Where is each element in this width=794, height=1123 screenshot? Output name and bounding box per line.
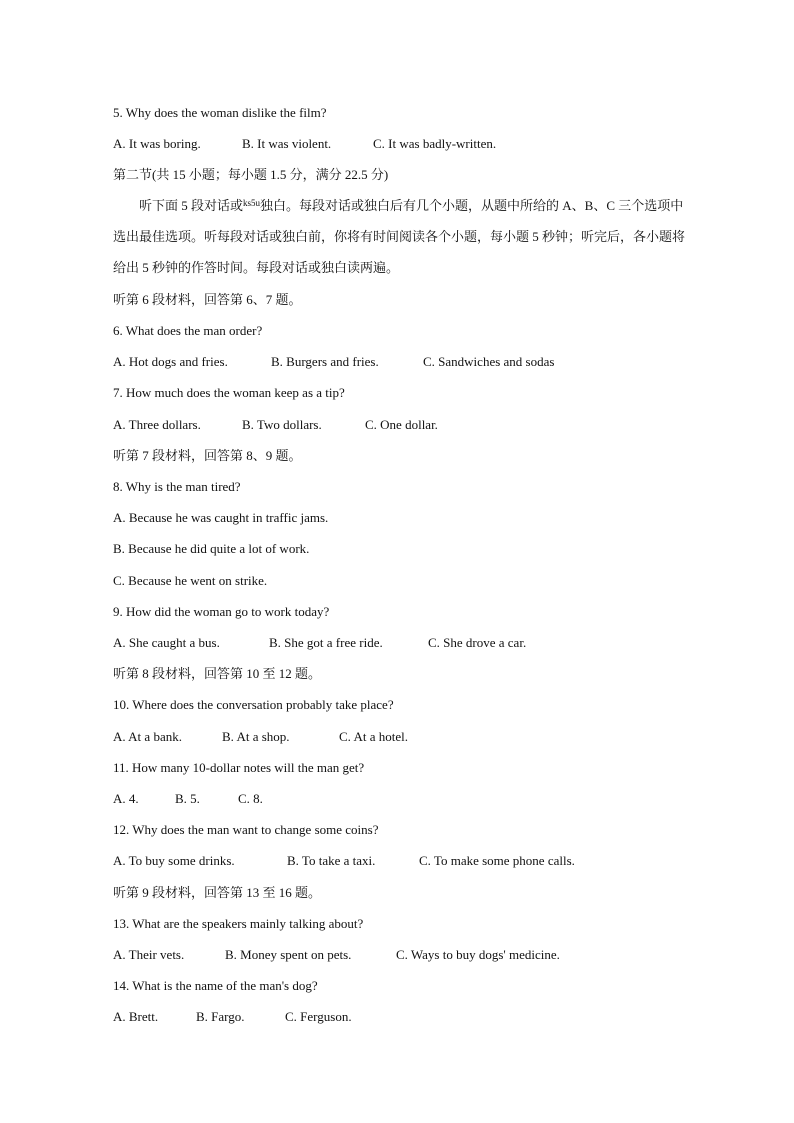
option-b: B. Two dollars. (242, 417, 322, 432)
material-6-heading: 听第 6 段材料，回答第 6、7 题。 (113, 292, 302, 307)
question-9-stem: 9. How did the woman go to work today? (113, 604, 330, 619)
material-8-heading: 听第 8 段材料，回答第 10 至 12 题。 (113, 666, 322, 681)
option-a: A. It was boring. (113, 136, 201, 151)
question-13-stem: 13. What are the speakers mainly talking about? (113, 916, 364, 931)
option-a: A. Three dollars. (113, 417, 201, 432)
option-c: C. At a hotel. (339, 729, 408, 744)
option-a: A. To buy some drinks. (113, 853, 235, 868)
question-11-stem: 11. How many 10-dollar notes will the man get? (113, 760, 365, 775)
option-b: B. 5. (175, 791, 200, 806)
question-12-options (113, 853, 575, 869)
option-c: C. Sandwiches and sodas (423, 354, 555, 369)
question-7-stem: 7. How much does the woman keep as a tip? (113, 385, 345, 400)
question-6-stem: 6. What does the man order? (113, 323, 263, 338)
option-c: C. It was badly-written. (373, 136, 497, 151)
option-c: C. 8. (238, 791, 263, 806)
question-13-options (113, 947, 560, 963)
option-a: A. 4. (113, 791, 139, 806)
question-10-stem: 10. Where does the conversation probably take place? (113, 697, 394, 712)
option-c: C. Ferguson. (285, 1009, 352, 1024)
option-b: B. At a shop. (222, 729, 290, 744)
option-c: C. She drove a car. (428, 635, 527, 650)
option-a: A. At a bank. (113, 729, 182, 744)
option-b: B. To take a taxi. (287, 853, 376, 868)
question-8-option-a: A. Because he was caught in traffic jams. (113, 510, 329, 525)
option-b: B. Fargo. (196, 1009, 245, 1024)
question-8-stem: 8. Why is the man tired? (113, 479, 241, 494)
question-7-options (113, 417, 438, 433)
option-b: B. It was violent. (242, 136, 332, 151)
option-a: A. Hot dogs and fries. (113, 354, 228, 369)
question-8-option-c: C. Because he went on strike. (113, 573, 268, 588)
question-14-options (113, 1009, 352, 1025)
section-2-header: 第二节(共 15 小题；每小题 1.5 分，满分 22.5 分) (113, 167, 389, 182)
option-b: B. Burgers and fries. (271, 354, 379, 369)
question-8-option-b: B. Because he did quite a lot of work. (113, 541, 310, 556)
option-c: C. To make some phone calls. (419, 853, 575, 868)
material-7-heading: 听第 7 段材料，回答第 8、9 题。 (113, 448, 302, 463)
question-5-options (113, 136, 496, 152)
option-b: B. She got a free ride. (269, 635, 383, 650)
option-a: A. She caught a bus. (113, 635, 220, 650)
material-9-heading: 听第 9 段材料，回答第 13 至 16 题。 (113, 885, 322, 900)
option-b: B. Money spent on pets. (225, 947, 352, 962)
question-5-stem: 5. Why does the woman dislike the film? (113, 105, 327, 120)
question-10-options (113, 729, 408, 745)
question-9-options (113, 635, 526, 651)
section-2-instructions: 听下面 5 段对话或$^{ks5u}$独白。每段对话或独白后有几个小题，从题中所给的 A、B、C 三个选项中选出最佳选项。听每段对话或独白前，你将有时间阅读各个小题，每小题 5 秒钟；听完后，各小题将给出 5 秒钟的作答时间。每段对话或独白读两遍。 (113, 198, 686, 275)
question-11-options (113, 791, 263, 807)
option-c: C. One dollar. (365, 417, 438, 432)
question-12-stem: 12. Why does the man want to change some coins? (113, 822, 379, 837)
option-c: C. Ways to buy dogs' medicine. (396, 947, 560, 962)
option-a: A. Brett. (113, 1009, 159, 1024)
option-a: A. Their vets. (113, 947, 185, 962)
question-6-options (113, 354, 554, 370)
question-14-stem: 14. What is the name of the man's dog? (113, 978, 318, 993)
